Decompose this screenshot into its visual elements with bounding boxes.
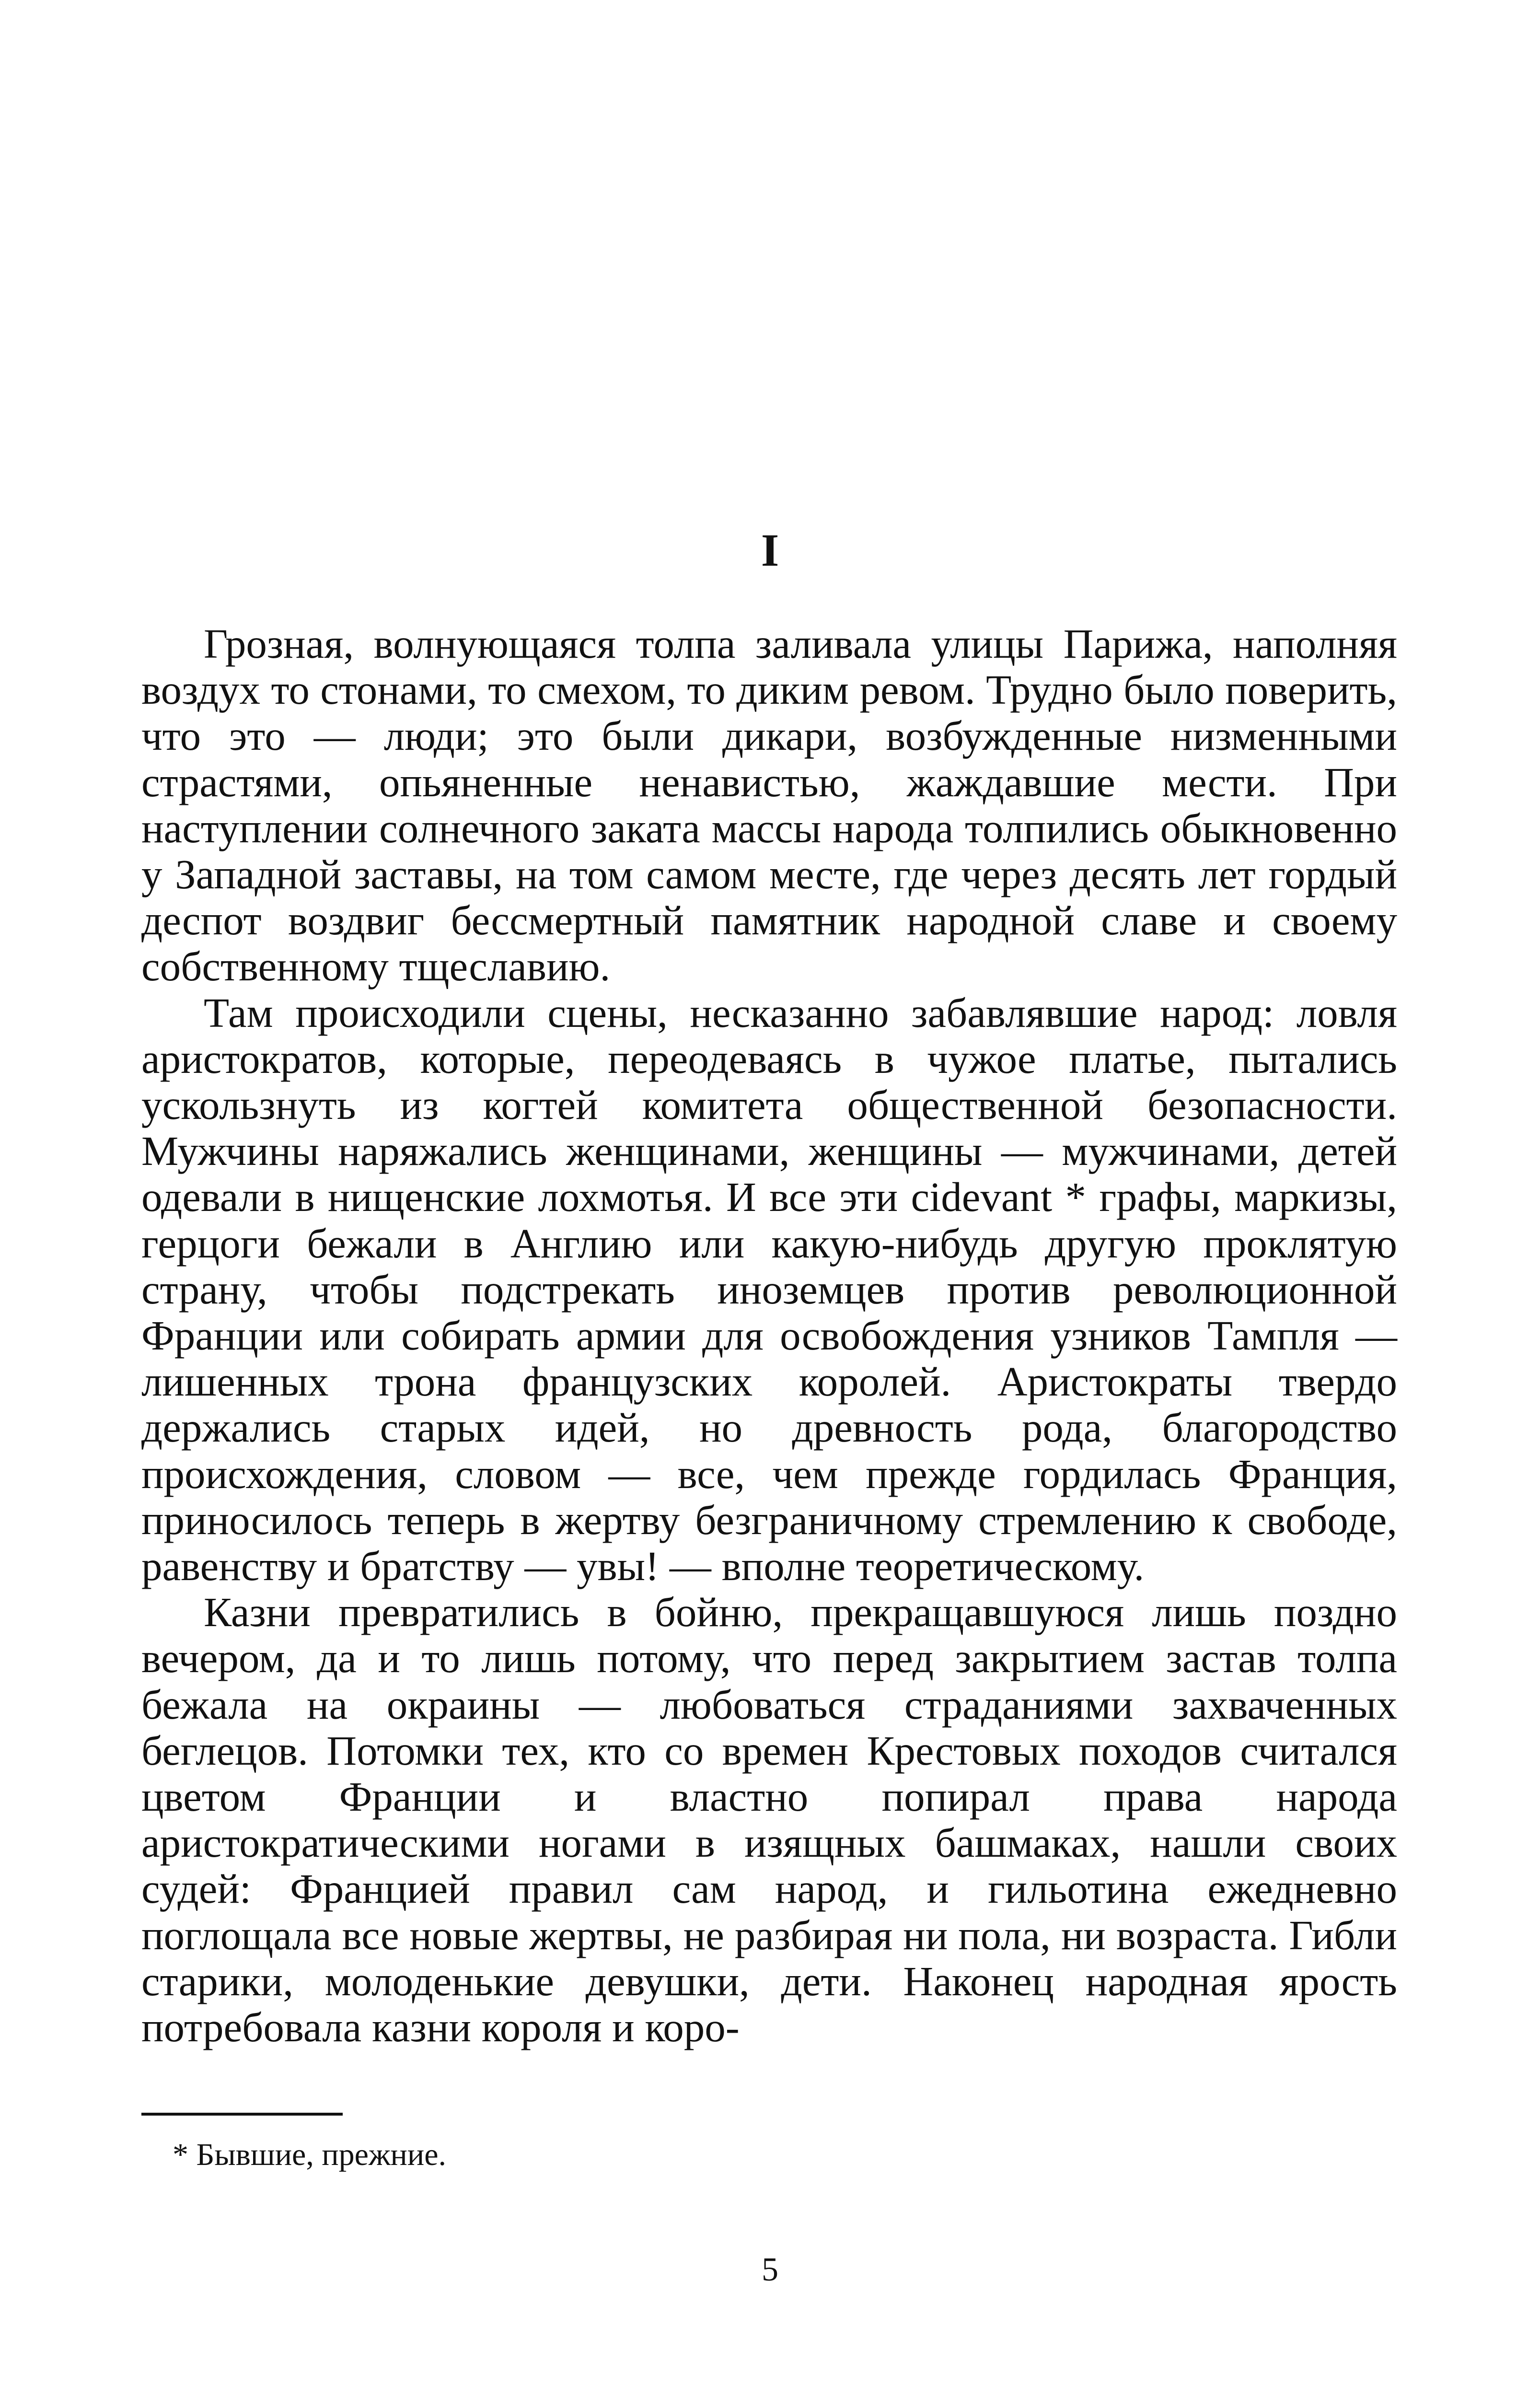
footnote: * Бывшие, прежние. bbox=[173, 2137, 446, 2172]
paragraph-2: Там происходили сцены, несказанно забавлявшие народ: ловля аристократов, которые, переодеваясь в чужое платье, пытались ускользнуть из когтей комитета общественной безопасности. Мужчины наряжались женщинами, женщины — мужчинами, детей одевали в нищенские лохмотья. И все эти cidevant * графы, маркизы, герцоги бежали в Англию или какую-нибудь другую проклятую страну, чтобы подстрекать иноземцев против революционной Франции или собирать армии для освобождения узников Тампля — лишенных трона французских королей. Аристократы твердо держались старых идей, но древность рода, благородство происхождения, словом — все, чем прежде гордилась Франция, приносилось теперь в жертву безграничному стремлению к свободе, равенству и братству — увы! — вполне теоретическому. bbox=[141, 989, 1397, 1590]
body-text bbox=[141, 621, 1397, 2050]
paragraph-3: Казни превратились в бойню, прекращавшуюся лишь поздно вечером, да и то лишь потому, что перед закрытием застав толпа бежала на окраины — любоваться страданиями захваченных беглецов. Потомки тех, кто со времен Крестовых походов считался цветом Франции и властно попирал права народа аристократическими ногами в изящных башмаках, нашли своих судей: Францией правил сам народ, и гильотина ежедневно поглощала все новые жертвы, не разбирая ни пола, ни возраста. Гибли старики, молоденькие девушки, дети. Наконец народная ярость потребовала казни короля и коро- bbox=[141, 1589, 1397, 2051]
page-number: 5 bbox=[762, 2251, 778, 2288]
paragraph-1: Грозная, волнующаяся толпа заливала улицы Парижа, наполняя воздух то стонами, то смехом, то диким ревом. Трудно было поверить, что это — люди; это были дикари, возбужденные низменными страстями, опьяненные ненавистью, жаждавшие мести. При наступлении солнечного заката массы народа толпились обыкновенно у Западной заставы, на том самом месте, где через десять лет гордый деспот воздвиг бессмертный памятник народной славе и своему собственному тщеславию. bbox=[141, 620, 1397, 990]
chapter-number: I bbox=[761, 524, 779, 576]
footnote-divider bbox=[141, 2113, 343, 2116]
